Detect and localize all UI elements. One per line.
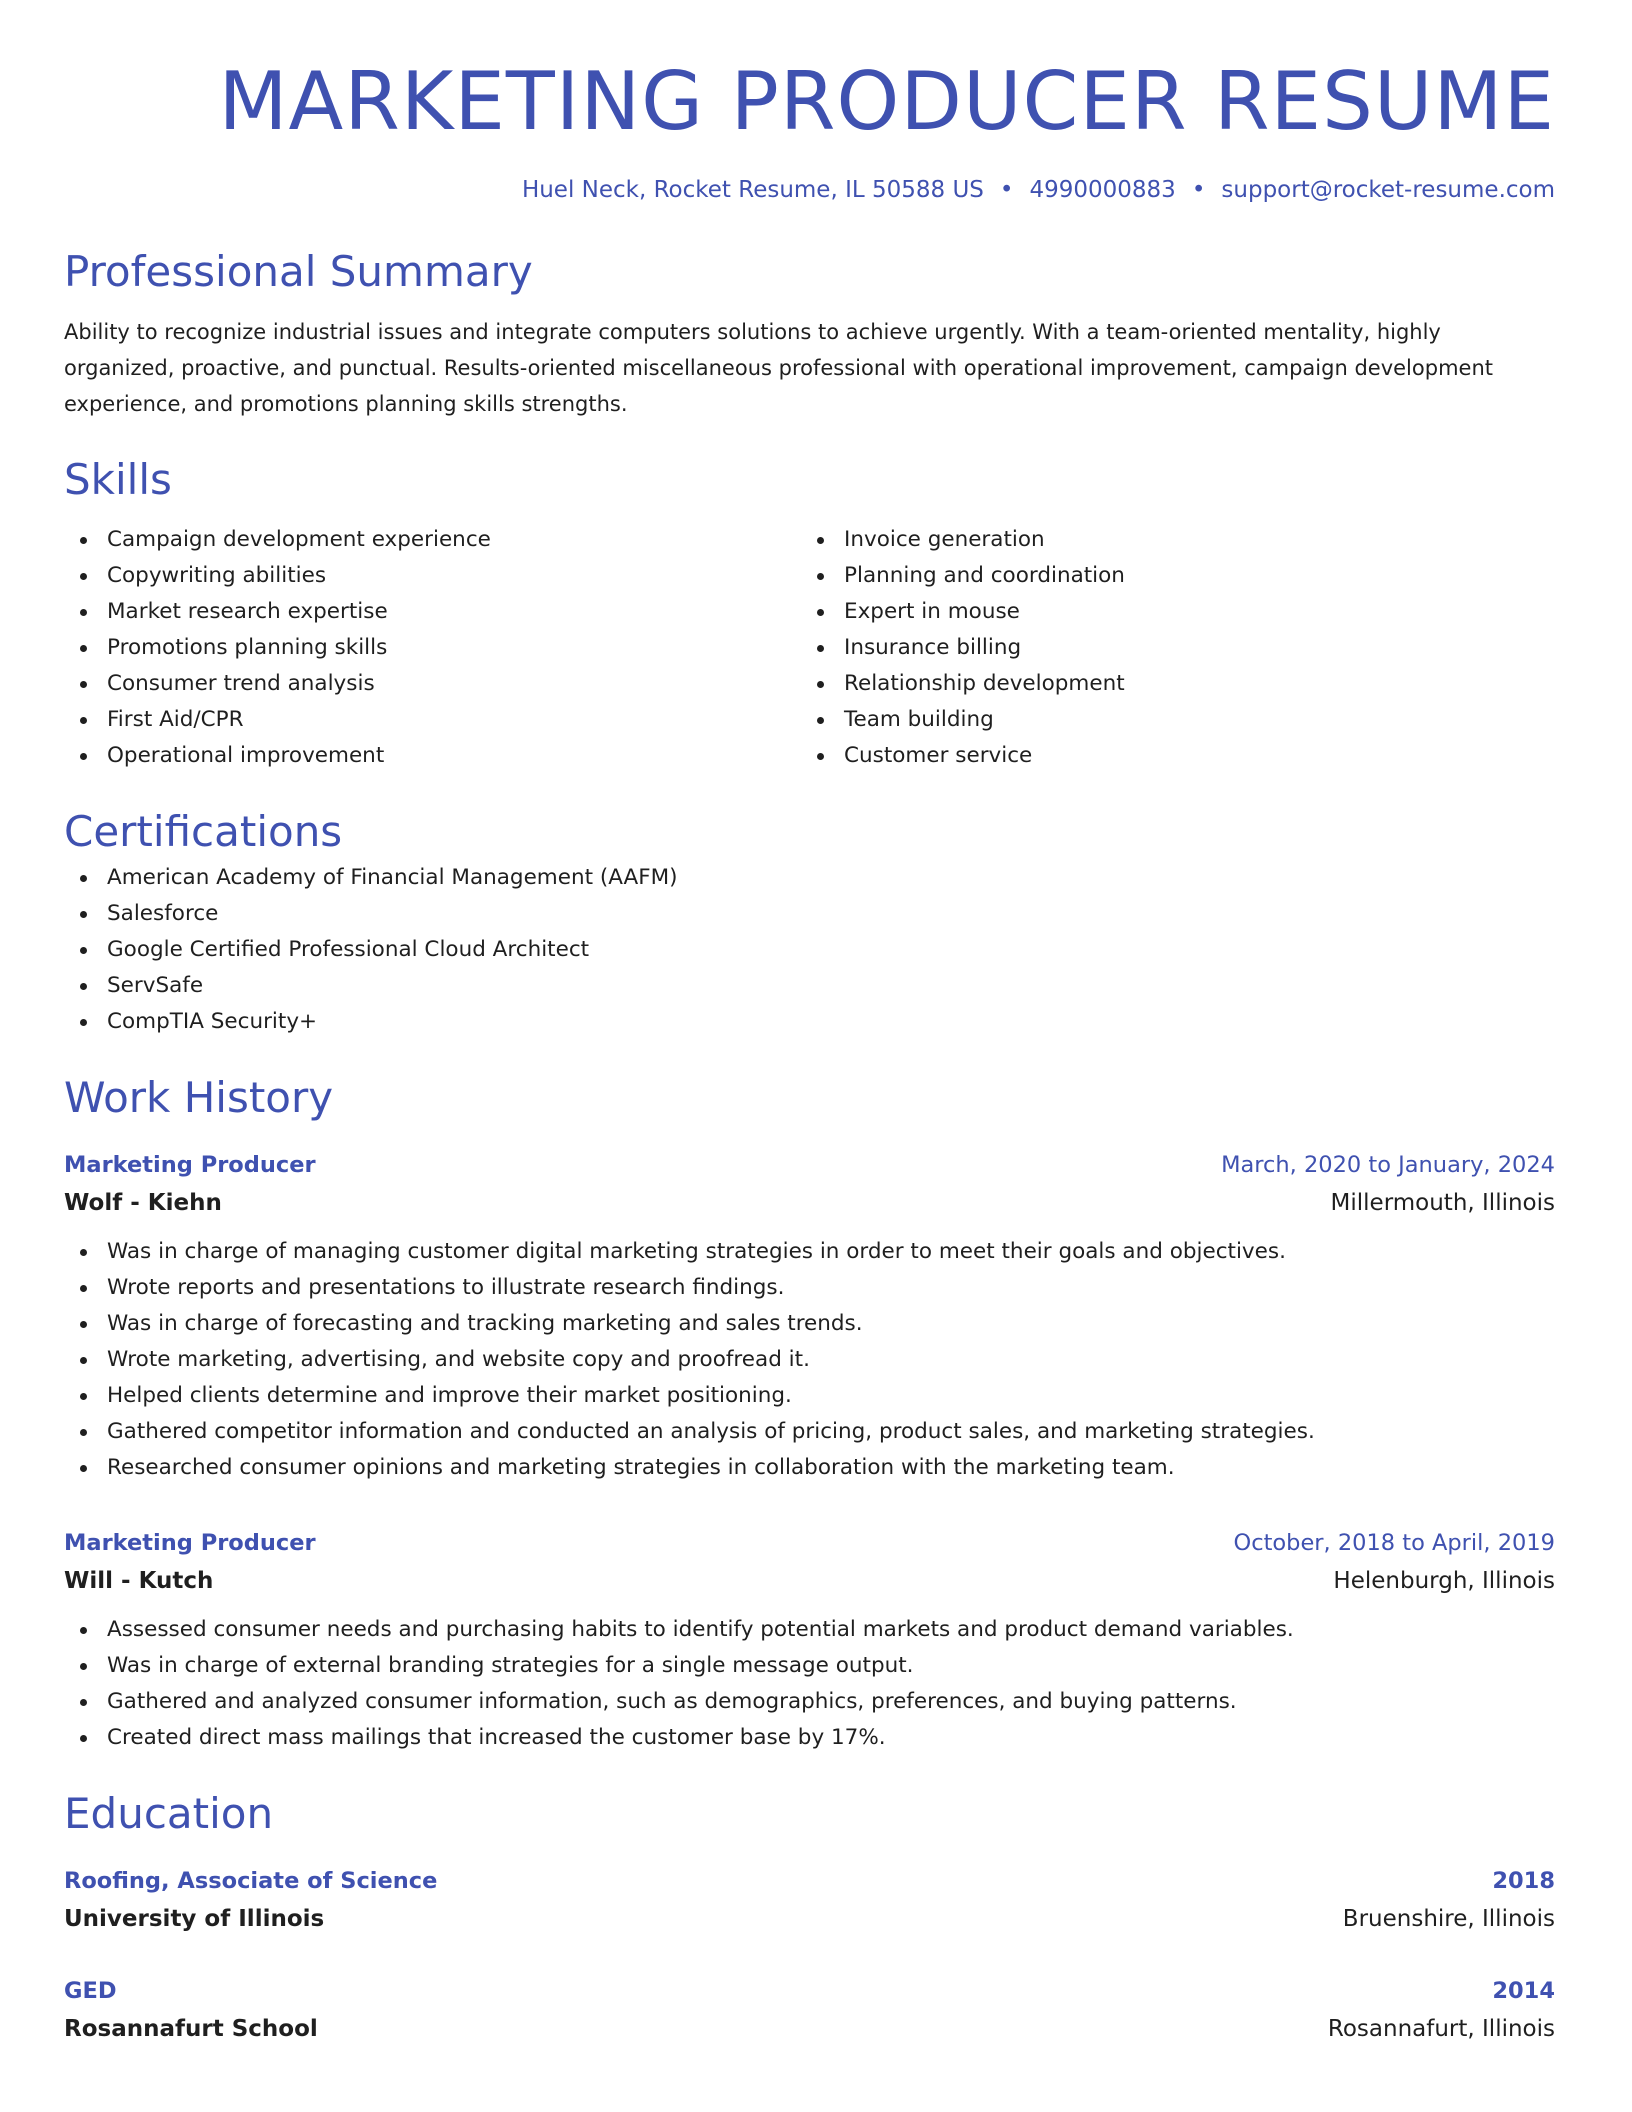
job-bullet: Wrote marketing, advertising, and website copy and proofread it. [64, 1342, 1555, 1378]
job-bullet: Assessed consumer needs and purchasing habits to identify potential markets and product demand variables. [64, 1612, 1555, 1648]
job-bullet: Created direct mass mailings that increased the customer base by 17%. [64, 1720, 1555, 1756]
job-bullet: Researched consumer opinions and marketing strategies in collaboration with the marketing team. [64, 1450, 1555, 1486]
skill-item: Planning and coordination [801, 558, 1538, 594]
job-bullet: Gathered and analyzed consumer information, such as demographics, preferences, and buying patterns. [64, 1684, 1555, 1720]
certification-item: Google Certified Professional Cloud Architect [64, 932, 1555, 968]
job-title-row [64, 1146, 1555, 1184]
education-location: Rosannafurt, Illinois [1327, 2016, 1555, 2042]
job-company-row [64, 1184, 1555, 1222]
contact-address: Huel Neck, Rocket Resume, IL 50588 US [521, 177, 984, 203]
job-title: Marketing Producer [64, 1152, 316, 1178]
skill-item: Market research expertise [64, 594, 801, 630]
education-entry [64, 1862, 1555, 1938]
education-school-row [64, 2010, 1555, 2048]
skill-item: Invoice generation [801, 522, 1538, 558]
certification-item: CompTIA Security+ [64, 1004, 1555, 1040]
skill-item: Customer service [801, 738, 1538, 774]
skill-item: Campaign development experience [64, 522, 801, 558]
job-location: Helenburgh, Illinois [1333, 1568, 1555, 1594]
education-degree-row [64, 1862, 1555, 1900]
contact-line [64, 174, 1555, 206]
skills-list-left [64, 522, 801, 774]
job-entry [64, 1524, 1555, 1756]
contact-phone: 4990000883 [1029, 177, 1176, 203]
resume-page [64, 52, 1555, 2048]
job-title-row [64, 1524, 1555, 1562]
skills-grid [64, 522, 1555, 774]
job-bullet: Was in charge of external branding strategies for a single message output. [64, 1648, 1555, 1684]
summary-section [64, 244, 1555, 422]
certification-item: ServSafe [64, 968, 1555, 1004]
education-year: 2018 [1492, 1868, 1555, 1894]
summary-heading: Professional Summary [64, 247, 533, 296]
work-history-section [64, 1070, 1555, 1756]
summary-text: Ability to recognize industrial issues and integrate computers solutions to achieve urgently. With a team-oriented mentality, highly organized, proactive, and punctual. Results-oriented miscellaneous professional with operational improvement, campaign development experience, and promotions planning skills strengths. [64, 320, 1493, 416]
skill-item: Operational improvement [64, 738, 801, 774]
job-bullets [64, 1612, 1555, 1756]
job-bullet: Wrote reports and presentations to illustrate research findings. [64, 1270, 1555, 1306]
job-bullet: Helped clients determine and improve their market positioning. [64, 1378, 1555, 1414]
job-company: Will - Kutch [64, 1568, 214, 1594]
job-bullet: Was in charge of forecasting and tracking marketing and sales trends. [64, 1306, 1555, 1342]
education-section [64, 1786, 1555, 2048]
education-degree-row [64, 1972, 1555, 2010]
certification-item: American Academy of Financial Management (AAFM) [64, 860, 1555, 896]
education-year: 2014 [1492, 1978, 1555, 2004]
job-title: Marketing Producer [64, 1530, 316, 1556]
resume-title: MARKETING PRODUCER RESUME [218, 55, 1555, 148]
job-dates: October, 2018 to April, 2019 [1233, 1530, 1555, 1556]
skill-item: Insurance billing [801, 630, 1538, 666]
education-entry [64, 1972, 1555, 2048]
skill-item: Team building [801, 702, 1538, 738]
skill-item: Copywriting abilities [64, 558, 801, 594]
contact-email[interactable]: support@rocket-resume.com [1221, 177, 1555, 203]
contact-separator: • [1191, 177, 1206, 203]
job-dates: March, 2020 to January, 2024 [1221, 1152, 1555, 1178]
education-degree: Roofing, Associate of Science [64, 1868, 438, 1894]
contact-separator: • [999, 177, 1014, 203]
job-company-row [64, 1562, 1555, 1600]
education-school: Rosannafurt School [64, 2016, 318, 2042]
work-history-heading: Work History [64, 1073, 334, 1122]
certifications-heading: Certifications [64, 807, 343, 856]
education-school: University of Illinois [64, 1906, 325, 1932]
job-entry [64, 1146, 1555, 1486]
skill-item: Expert in mouse [801, 594, 1538, 630]
job-bullets [64, 1234, 1555, 1486]
education-location: Bruenshire, Illinois [1342, 1906, 1555, 1932]
education-school-row [64, 1900, 1555, 1938]
job-company: Wolf - Kiehn [64, 1190, 222, 1216]
skill-item: Promotions planning skills [64, 630, 801, 666]
job-bullet: Gathered competitor information and conducted an analysis of pricing, product sales, and marketing strategies. [64, 1414, 1555, 1450]
job-location: Millermouth, Illinois [1330, 1190, 1555, 1216]
skill-item: First Aid/CPR [64, 702, 801, 738]
skills-list-right [801, 522, 1538, 774]
job-bullet: Was in charge of managing customer digital marketing strategies in order to meet their goals and objectives. [64, 1234, 1555, 1270]
certifications-section [64, 804, 1555, 1040]
skill-item: Consumer trend analysis [64, 666, 801, 702]
skill-item: Relationship development [801, 666, 1538, 702]
skills-section [64, 452, 1555, 774]
skills-heading: Skills [64, 455, 172, 504]
certification-item: Salesforce [64, 896, 1555, 932]
education-degree: GED [64, 1978, 117, 2004]
education-heading: Education [64, 1789, 274, 1838]
certifications-list [64, 860, 1555, 1040]
